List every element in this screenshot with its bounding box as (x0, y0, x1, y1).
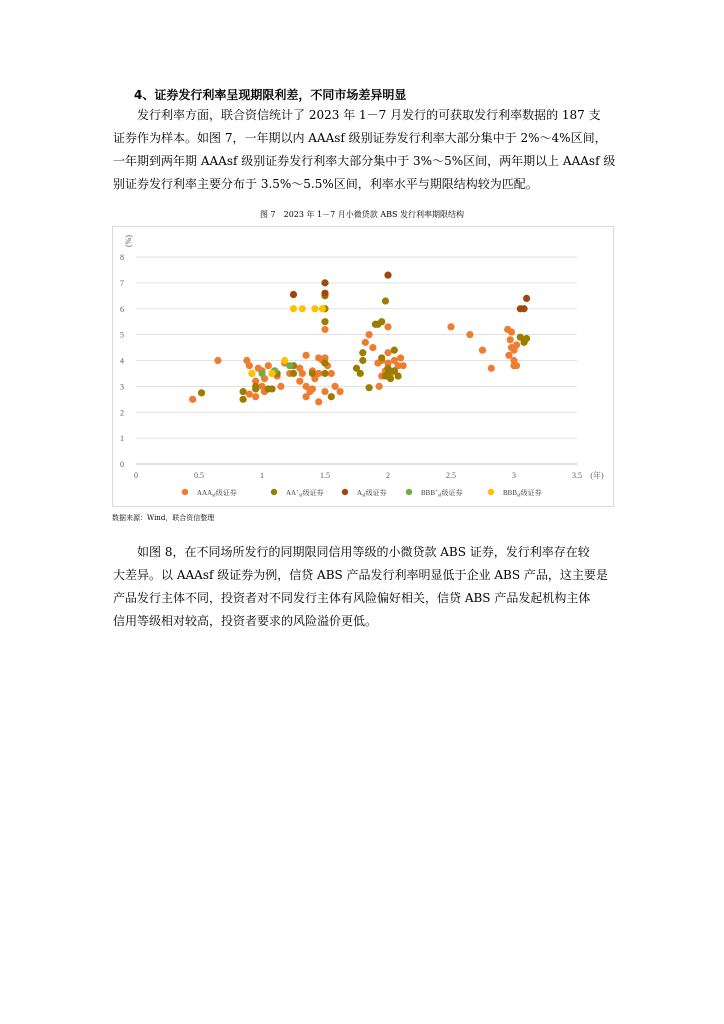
x-tick-label: 0 (134, 471, 138, 480)
data-point (479, 347, 486, 354)
y-tick-label: 7 (120, 278, 124, 288)
y-tick-label: 8 (120, 253, 124, 262)
source-note: 数据来源：Wind，联合资信整理 (112, 514, 215, 522)
scatter-chart (113, 227, 613, 506)
data-point (328, 370, 335, 377)
paragraph-2-line: 大差异。以 AAAsf 级证券为例，信贷 ABS 产品发行利率明显低于企业 ABS 产品，这主要是 (113, 568, 608, 582)
data-point (303, 393, 310, 400)
data-point (447, 323, 454, 330)
y-tick-label: 3 (120, 382, 124, 392)
data-point (198, 389, 205, 396)
x-tick-label: 1 (260, 471, 264, 480)
legend-marker (488, 489, 494, 495)
data-point (331, 383, 338, 390)
data-point (246, 391, 253, 398)
data-point (321, 388, 328, 395)
data-point (328, 393, 335, 400)
data-point (369, 344, 376, 351)
figure-caption: 图 7 2023 年 1－7 月小微贷款 ABS 发行利率期限结构 (259, 210, 465, 219)
legend-label: $AA^+_{sf}$级证券 (286, 489, 324, 499)
data-point (321, 318, 328, 325)
data-point (397, 354, 404, 361)
paragraph-1-line: 一年期到两年期 AAAsf 级别证券发行利率大部分集中于 3%～5%区间，两年期以上 AAAsf 级 (113, 154, 616, 168)
data-point (290, 370, 297, 377)
data-point (378, 318, 385, 325)
y-tick-label: 6 (120, 304, 124, 314)
data-point (362, 339, 369, 346)
data-point (321, 290, 328, 297)
chart-frame (112, 226, 614, 507)
data-point (315, 370, 322, 377)
x-tick-label: 3.5 (572, 471, 582, 480)
y-tick-label: 2 (120, 408, 124, 418)
data-point (321, 359, 328, 366)
y-tick-label: 4 (120, 356, 124, 366)
data-point (384, 272, 391, 279)
legend-marker (182, 489, 188, 495)
legend-label: $AAA_{sf}$级证券 (197, 489, 237, 499)
data-point (376, 383, 383, 390)
data-point (309, 385, 316, 392)
data-point (286, 362, 293, 369)
data-point (382, 372, 389, 379)
data-point (268, 385, 275, 392)
data-point (258, 370, 265, 377)
data-point (290, 291, 297, 298)
legend-marker (271, 489, 277, 495)
x-tick-label: 3 (512, 471, 516, 480)
section-heading: 4、证券发行利率呈现期限利差，不同市场差异明显 (134, 88, 407, 102)
data-point (513, 362, 520, 369)
data-point (513, 341, 520, 348)
data-point (277, 383, 284, 390)
paragraph-1-line: 别证券发行利率主要分布于 3.5%～5.5%区间，利率水平与期限结构较为匹配。 (113, 177, 538, 191)
data-point (319, 305, 326, 312)
data-point (268, 370, 275, 377)
data-point (290, 305, 297, 312)
paragraph-2-line: 信用等级相对较高，投资者要求的风险溢价更低。 (113, 614, 378, 628)
data-point (488, 365, 495, 372)
data-point (309, 370, 316, 377)
data-point (281, 357, 288, 364)
data-point (366, 384, 373, 391)
data-point (366, 331, 373, 338)
data-point (520, 305, 527, 312)
data-point (394, 372, 401, 379)
x-tick-label: 2 (386, 471, 390, 480)
data-point (357, 370, 364, 377)
legend-marker (342, 489, 348, 495)
data-point (299, 305, 306, 312)
data-point (265, 362, 272, 369)
data-point (359, 349, 366, 356)
data-point (507, 336, 514, 343)
x-axis-label: (年) (590, 471, 604, 480)
data-point (252, 383, 259, 390)
y-tick-label: 0 (120, 460, 124, 469)
data-point (315, 398, 322, 405)
data-point (240, 388, 247, 395)
data-point (391, 347, 398, 354)
legend-label: $BBB_{sf}$级证券 (503, 489, 542, 499)
x-tick-label: 1.5 (320, 471, 330, 480)
x-tick-label: 2.5 (446, 471, 456, 480)
data-point (303, 352, 310, 359)
data-point (248, 370, 255, 377)
data-point (296, 365, 303, 372)
data-point (311, 305, 318, 312)
legend-label: $BBB^+_{sf}$级证券 (421, 489, 463, 499)
data-point (523, 335, 530, 342)
paragraph-2 (113, 541, 613, 633)
y-tick-label: 5 (120, 330, 124, 340)
paragraph-1-line: 证券作为样本。如图 7，一年期以内 AAAsf 级别证券发行利率大部分集中于 2%～4%区间， (113, 131, 607, 145)
data-point (296, 378, 303, 385)
data-point (523, 295, 530, 302)
paragraph-1-line: 发行利率方面，联合资信统计了 2023 年 1－7 月发行的可获取发行利率数据的 187 支 (113, 108, 601, 122)
data-point (508, 328, 515, 335)
data-point (337, 388, 344, 395)
paragraph-1 (113, 104, 616, 196)
paragraph-2-line: 如图 8，在不同场所发行的同期限同信用等级的小微贷款 ABS 证券，发行利率存在较 (113, 545, 590, 559)
data-point (378, 354, 385, 361)
data-point (466, 331, 473, 338)
paragraph-2-line: 产品发行主体不同，投资者对不同发行主体有风险偏好相关，信贷 ABS 产品发起机构主体 (113, 591, 591, 605)
data-point (189, 396, 196, 403)
data-point (321, 279, 328, 286)
data-point (359, 357, 366, 364)
data-point (382, 297, 389, 304)
data-point (384, 323, 391, 330)
legend-marker (406, 489, 412, 495)
y-tick-label: 1 (120, 434, 124, 444)
data-point (252, 393, 259, 400)
data-point (240, 396, 247, 403)
legend-label: $A_{sf}$级证券 (357, 489, 387, 499)
x-tick-label: 0.5 (194, 471, 204, 480)
data-point (214, 357, 221, 364)
data-point (321, 370, 328, 377)
data-point (384, 349, 391, 356)
data-point (246, 362, 253, 369)
y-axis-label: (%) (124, 235, 133, 247)
data-point (321, 326, 328, 333)
data-point (505, 352, 512, 359)
data-point (400, 362, 407, 369)
